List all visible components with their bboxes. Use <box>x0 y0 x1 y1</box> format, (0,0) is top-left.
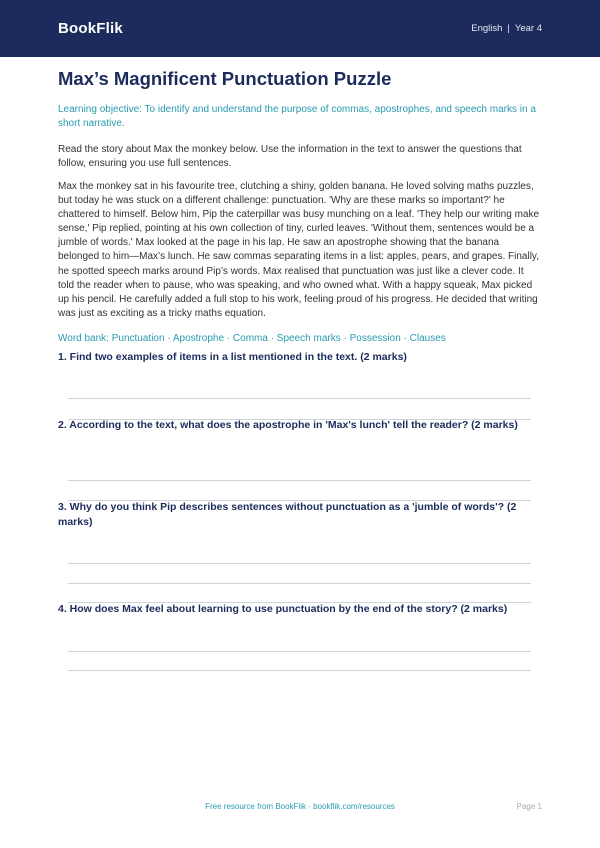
footer-credit-link[interactable]: Free resource from BookFlik · bookflik.com/resources <box>205 802 395 811</box>
question-1-text: 1. Find two examples of items in a list mentioned in the text. (2 marks) <box>58 351 407 363</box>
question-2-text: 2. According to the text, what does the apostrophe in 'Max's lunch' tell the reader? (2 marks) <box>58 419 518 431</box>
story-text: Max the monkey sat in his favourite tree, clutching a shiny, golden banana. He loved solving maths puzzles, but today he was stuck on a different challenge: punctuation. 'Why are these marks so important?' he chattered to himself. Below him, Pip the caterpillar was busy munching on a leaf. 'They help our writing make sense,' Pip replied, pointing at his own collection of tiny, curled leaves. 'Without them, sentences would be a jumble of words.' Max looked at the page in his lap. He saw an apostrophe showing that the banana belonged to him—Max’s lunch. He saw commas separating items in a list: apples, pears, and grapes. Finally, he spotted speech marks around Pip’s words. Max realised that punctuation was just like a clever code. It told the reader when to pause, who was speaking, and who owned what. With a happy squeak, Max picked up his pencil. He carefully added a full stop to his work, feeling proud of his progress. He decided that writing was just as exciting as a tricky maths equation. <box>58 181 540 319</box>
question-4 <box>58 602 542 617</box>
subject-label: English <box>471 23 503 34</box>
brand-logo[interactable]: BookFlik <box>58 20 123 37</box>
question-1 <box>58 350 542 365</box>
year-label: Year 4 <box>514 23 542 34</box>
answer-line[interactable] <box>68 651 531 652</box>
question-4-text: 4. How does Max feel about learning to use punctuation by the end of the story? (2 marks) <box>58 603 508 615</box>
answer-line[interactable] <box>68 670 531 671</box>
answer-line[interactable] <box>68 583 531 584</box>
site-header <box>0 0 600 57</box>
learning-objective: Learning objective: To identify and understand the purpose of commas, apostrophes, and speech marks in a short narrative. <box>58 104 536 129</box>
page-title: Max’s Magnificent Punctuation Puzzle <box>58 68 392 89</box>
answer-line[interactable] <box>68 563 531 564</box>
instructions: Read the story about Max the monkey below. Use the information in the text to answer the questions that follow, ensuring you use full sentences. <box>58 144 522 169</box>
subject-year-label <box>471 23 542 34</box>
page-number: Page 1 <box>516 802 542 811</box>
separator: | <box>507 23 510 34</box>
worksheet-intro <box>58 63 542 346</box>
word-bank: Word bank: Punctuation · Apostrophe · Comma · Speech marks · Possession · Clauses <box>58 332 446 344</box>
answer-line[interactable] <box>68 398 531 399</box>
question-3 <box>58 500 542 530</box>
answer-line[interactable] <box>68 480 531 481</box>
question-2 <box>58 418 542 433</box>
question-3-text: 3. Why do you think Pip describes sentences without punctuation as a 'jumble of words'? (2 marks) <box>58 501 517 528</box>
page-footer <box>0 802 600 816</box>
